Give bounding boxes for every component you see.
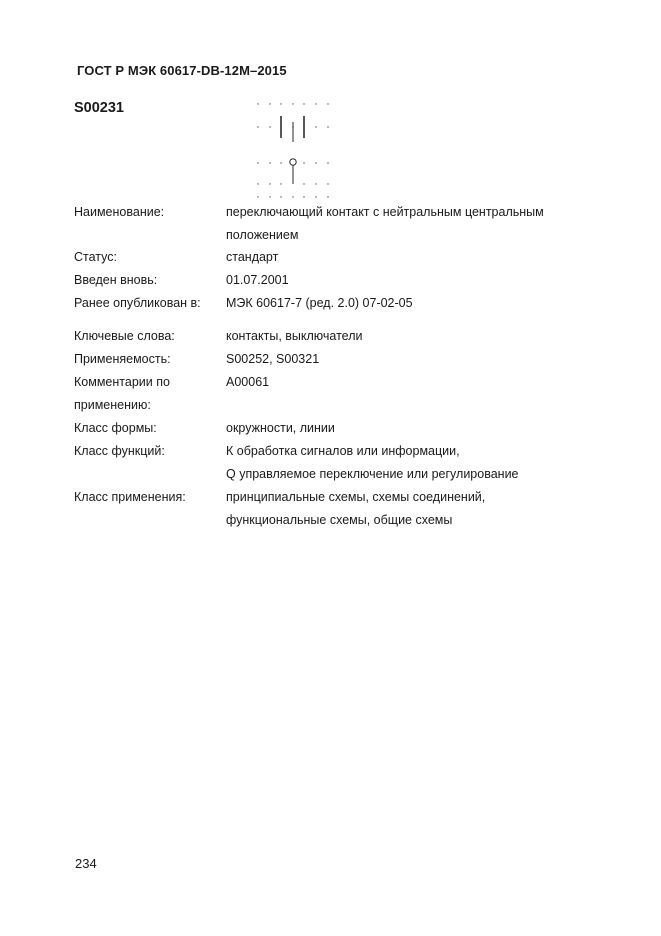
symbol-code: S00231 [74,100,124,116]
field-label: Ранее опубликован в: [74,296,201,310]
field-value-line: положением [226,228,299,242]
field-label-line: Комментарии по [74,375,170,389]
field-value [226,201,606,247]
page-number: 234 [75,856,97,871]
field-value: стандарт [226,250,279,264]
field-value: 01.07.2001 [226,273,289,287]
field-label: Наименование: [74,205,165,219]
document-header: ГОСТ Р МЭК 60617-DB-12M–2015 [77,63,287,78]
field-label-line: применению: [74,398,151,412]
field-label: Статус: [74,250,117,264]
field-label: Применяемость: [74,352,171,366]
field-value: S00252, S00321 [226,352,320,366]
field-value [226,440,606,486]
field-label [74,371,224,417]
field-value: A00061 [226,375,270,389]
field-value: окружности, линии [226,421,335,435]
field-value-line: принципиальные схемы, схемы соединений, [226,490,486,504]
pivot-circle [290,159,296,165]
field-label: Класс функций: [74,444,165,458]
field-value [226,486,606,532]
field-value: контакты, выключатели [226,329,363,343]
field-label: Класс применения: [74,490,186,504]
field-value: МЭК 60617-7 (ред. 2.0) 07-02-05 [226,296,413,310]
field-label: Класс формы: [74,421,157,435]
field-value-line: К обработка сигналов или информации, [226,444,460,458]
changeover-contact-neutral-center-icon [250,96,340,206]
field-label: Введен вновь: [74,273,158,287]
field-label: Ключевые слова: [74,329,175,343]
field-value-line: Q управляемое переключение или регулирование [226,467,519,481]
field-value-line: переключающий контакт с нейтральным центральным [226,205,544,219]
field-value-line: функциональные схемы, общие схемы [226,513,453,527]
